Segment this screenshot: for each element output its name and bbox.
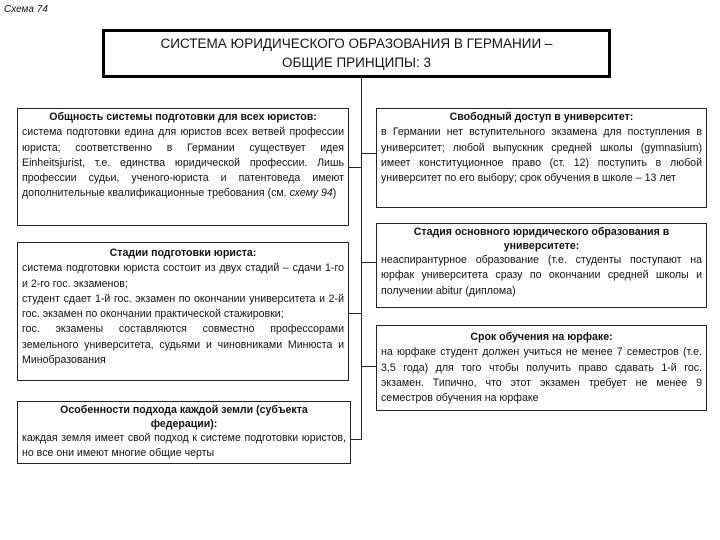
connector-right-2 — [361, 262, 376, 263]
box-body: каждая земля имеет свой подход к системе подготовки юристов, но все они имеют многие общие черты — [22, 432, 346, 460]
box-body: неаспирантурное образование (т.е. студенты поступают на юрфак университета сразу по окончании средней школы и получении abitur (диплома) — [381, 254, 702, 297]
connector-right-1 — [361, 153, 376, 154]
connector-left-3 — [350, 439, 362, 440]
box-land-approach — [17, 401, 351, 464]
box-study-duration — [376, 325, 707, 411]
box-heading: Общность системы подготовки для всех юристов: — [49, 111, 317, 123]
diagram-title — [102, 29, 611, 78]
main-connector — [361, 76, 362, 440]
box-heading: Стадии подготовки юриста: — [109, 247, 257, 259]
connector-left-2 — [348, 313, 362, 314]
box-university-stage — [376, 223, 707, 308]
box-body-2: студент сдает 1-й гос. экзамен по окончании университета и 2-й гос. экзамен по окончании практической стажировки; — [22, 292, 344, 321]
title-line-2: ОБЩИЕ ПРИНЦИПЫ: 3 — [282, 55, 431, 70]
box-common-system — [17, 108, 349, 226]
box-heading: Свободный доступ в университет: — [449, 111, 634, 123]
connector-left-1 — [348, 167, 362, 168]
box-heading: Срок обучения на юрфаке: — [470, 331, 613, 343]
box-body: на юрфаке студент должен учиться не менее 7 семестров (т.е. 3,5 года) для того чтобы получить право сдавать 1-й гос. экзамен. Типично, что этот экзамен требует не менее 9 семестров обучения на юрфаке — [381, 346, 702, 405]
box-body-3: гос. экзамены составляются совместно профессорами земельного университета, судьями и чиновниками Минюста и Минобразования — [22, 323, 344, 367]
box-free-access — [376, 108, 707, 208]
box-heading: Стадия основного юридического образования в университете: — [413, 226, 670, 252]
box-training-stages — [17, 242, 349, 381]
connector-right-3 — [361, 366, 376, 367]
box-body: система подготовки едина для юристов всех ветвей профессии юриста; соответственно в Германии существует идея Einheitsjurist, т.е. единства юридической профессии. Лишь профессии судьи, ученого-юриста и патентоведа имеют дополнительные квалификационные требования (см. схему 94) — [22, 126, 344, 200]
box-body: в Германии нет вступительного экзамена для поступления в университет; любой выпускник средней школы (gymnasium) имеет конституционное право (ст. 12) поступить в любой университет по его выбору; срок обучения в школе – 13 лет — [381, 126, 702, 185]
scheme-caption: Схема 74 — [4, 4, 48, 15]
title-line-1: СИСТЕМА ЮРИДИЧЕСКОГО ОБРАЗОВАНИЯ В ГЕРМАНИИ – — [160, 36, 553, 51]
box-body-1: система подготовки юриста состоит из двух стадий – сдачи 1-го и 2-го гос. экзаменов; — [22, 262, 344, 290]
box-heading: Особенности подхода каждой земли (субъекта федерации): — [60, 404, 308, 430]
